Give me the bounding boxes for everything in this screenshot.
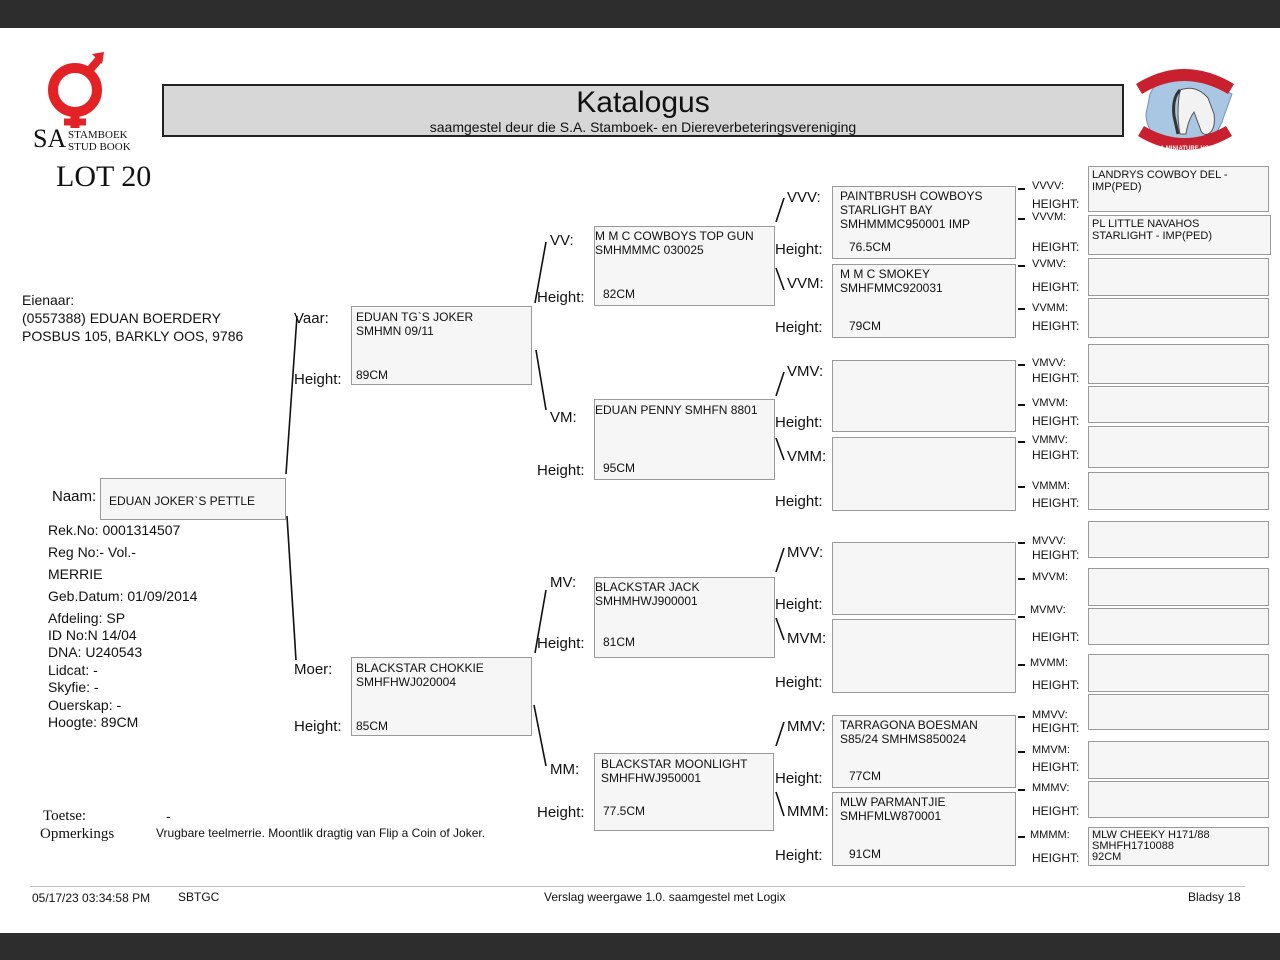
vm-box xyxy=(594,399,775,480)
footer-org: SBTGC xyxy=(178,890,220,904)
mmm-label: MMM: xyxy=(787,803,829,820)
mmm-box xyxy=(832,792,1016,866)
mmv-name: TARRAGONA BOESMAN S85/24 SMHMS850024 xyxy=(840,718,978,746)
vmmm-box xyxy=(1088,472,1269,510)
mmvv-label: MMVV: xyxy=(1032,709,1068,721)
vvv-height-label: Height: xyxy=(775,241,823,258)
mmvv-height-label: HEIGHT: xyxy=(1032,721,1080,735)
vvvm-label: VVVM: xyxy=(1032,211,1067,223)
moer-name: BLACKSTAR CHOKKIE SMHFHWJ020004 xyxy=(356,661,484,689)
mm-height: 77.5CM xyxy=(603,804,646,818)
moer-height-label: Height: xyxy=(294,718,342,735)
vmmv-tick xyxy=(1018,441,1025,443)
mmmv-height-label: HEIGHT: xyxy=(1032,804,1080,818)
footer-page: Bladsy 18 xyxy=(1188,890,1241,904)
mmvv-tick xyxy=(1018,716,1025,718)
mmmm-box xyxy=(1088,827,1269,866)
skyfie: Skyfie: - xyxy=(48,679,99,695)
vmv-height-label: Height: xyxy=(775,414,823,431)
owner-label: Eienaar: xyxy=(22,292,75,308)
moer-box xyxy=(351,657,532,736)
mmm-name: MLW PARMANTJIE SMHFMLW870001 xyxy=(840,795,946,823)
vaar-box xyxy=(351,306,532,385)
vm-label: VM: xyxy=(550,409,577,426)
mmv-height: 77CM xyxy=(849,769,882,783)
mmmm-tick xyxy=(1018,836,1025,838)
bottom-band xyxy=(0,933,1280,960)
afdeling: Afdeling: SP xyxy=(48,610,126,626)
subject-box xyxy=(100,478,286,520)
footer-report: Verslag weergawe 1.0. saamgestel met Logix xyxy=(544,890,786,904)
vvvv-box xyxy=(1088,166,1269,212)
vvvm-tick xyxy=(1018,218,1025,220)
mmv-height-label: Height: xyxy=(775,770,823,787)
moer-label: Moer: xyxy=(294,661,333,678)
mvmv-label: MVMV: xyxy=(1030,604,1066,616)
lot-number: LOT 20 xyxy=(56,160,152,193)
vmv-box xyxy=(832,360,1016,432)
footer-divider xyxy=(30,886,1245,887)
mmmv-tick xyxy=(1018,789,1025,791)
vmm-label: VMM: xyxy=(787,448,827,465)
mm-name: BLACKSTAR MOONLIGHT SMHFHWJ950001 xyxy=(601,757,748,785)
lidcat: Lidcat: - xyxy=(48,662,98,678)
vmvv-height-label: HEIGHT: xyxy=(1032,371,1080,385)
mv-height: 81CM xyxy=(603,635,636,649)
toetse-label: Toetse: xyxy=(43,808,87,824)
vmv-label: VMV: xyxy=(787,363,824,380)
stamboek-logo xyxy=(30,50,135,155)
vvm-label: VVM: xyxy=(787,275,824,292)
mvvv-label: MVVV: xyxy=(1032,535,1066,547)
mmvm-label: MMVM: xyxy=(1032,744,1070,756)
vvmv-box xyxy=(1088,258,1269,296)
rek-no: Rek.No: 0001314507 xyxy=(48,522,181,538)
vm-height-label: Height: xyxy=(537,462,585,479)
mv-label: MV: xyxy=(550,574,577,591)
vmvm-label: VMVM: xyxy=(1032,397,1069,409)
mmmm-label: MMMM: xyxy=(1030,829,1070,841)
birth-date: Geb.Datum: 01/09/2014 xyxy=(48,588,198,604)
vm-height: 95CM xyxy=(603,461,636,475)
vvmm-height-label: HEIGHT: xyxy=(1032,319,1080,333)
vmvv-tick xyxy=(1018,364,1025,366)
mmmv-box xyxy=(1088,781,1269,818)
vmmv-box xyxy=(1088,426,1269,468)
footer-datetime: 05/17/23 03:34:58 PM xyxy=(32,891,151,905)
mm-height-label: Height: xyxy=(537,804,585,821)
mmmv-label: MMMV: xyxy=(1032,782,1070,794)
ouerskap: Ouerskap: - xyxy=(48,697,122,713)
mmm-height-label: Height: xyxy=(775,847,823,864)
sex: MERRIE xyxy=(48,566,103,582)
owner-line2: POSBUS 105, BARKLY OOS, 9786 xyxy=(22,328,244,344)
mmmm-height: 92CM xyxy=(1092,851,1122,863)
vvvv-tick xyxy=(1018,188,1025,190)
vm-name: EDUAN PENNY SMHFN 8801 xyxy=(595,403,758,417)
moer-height: 85CM xyxy=(356,719,389,733)
vvmm-tick xyxy=(1018,308,1025,310)
vmvm-tick xyxy=(1018,404,1025,406)
mvvm-tick xyxy=(1018,578,1025,580)
mm-label: MM: xyxy=(550,761,580,778)
vmmm-label: VMMM: xyxy=(1032,480,1070,492)
vmmm-height-label: HEIGHT: xyxy=(1032,496,1080,510)
opmerkings-value: Vrugbare teelmerrie. Moontlik dragtig van Flip a Coin of Joker. xyxy=(156,826,486,840)
mmvm-box xyxy=(1088,741,1269,779)
mvv-height-label: Height: xyxy=(775,596,823,613)
vvm-name: M M C SMOKEY SMHFMMC920031 xyxy=(840,267,943,295)
vvm-height-label: Height: xyxy=(775,319,823,336)
mmv-box xyxy=(832,715,1016,788)
mmvv-box xyxy=(1088,694,1269,730)
vvvv-height-label: HEIGHT: xyxy=(1032,197,1080,211)
vvvv-name: LANDRYS COWBOY DEL - IMP(PED) xyxy=(1092,169,1228,193)
vaar-height: 89CM xyxy=(356,368,389,382)
mv-name: BLACKSTAR JACK SMHMHWJ900001 xyxy=(595,580,700,608)
logo-line1: STAMBOEK xyxy=(68,129,128,141)
right-logo-top-text: SA MINIATUUR PERD xyxy=(1158,62,1220,68)
vv-name: M M C COWBOYS TOP GUN SMHMMMC 030025 xyxy=(595,229,754,257)
vvv-name: PAINTBRUSH COWBOYS STARLIGHT BAY SMHMMMC950001 IMP xyxy=(840,189,983,231)
vv-box xyxy=(594,226,775,306)
vmmv-label: VMMV: xyxy=(1032,434,1068,446)
vmmm-tick xyxy=(1018,486,1025,488)
catalogue-title: Katalogus xyxy=(576,86,710,119)
mvmm-height-label: HEIGHT: xyxy=(1032,678,1080,692)
opmerkings-label: Opmerkings xyxy=(40,826,115,842)
top-band xyxy=(0,0,1280,28)
vvmv-tick xyxy=(1018,265,1025,267)
vv-height: 82CM xyxy=(603,287,636,301)
vmvm-height-label: HEIGHT: xyxy=(1032,414,1080,428)
mvmm-box xyxy=(1088,654,1269,692)
logo-line2: STUD BOOK xyxy=(68,141,131,153)
mvmm-tick xyxy=(1018,664,1025,666)
dna: DNA: U240543 xyxy=(48,644,143,660)
vaar-name: EDUAN TG`S JOKER SMHMN 09/11 xyxy=(356,310,474,338)
miniature-horse-logo xyxy=(1128,54,1242,164)
vmvv-label: VMVV: xyxy=(1032,357,1066,369)
mvmv-box xyxy=(1088,608,1269,645)
mvvv-tick xyxy=(1018,542,1025,544)
mvvv-box xyxy=(1088,521,1269,558)
naam-label: Naam: xyxy=(52,488,97,505)
mvmm-label: MVMM: xyxy=(1030,657,1068,669)
mmmm-height-label: HEIGHT: xyxy=(1032,851,1080,865)
vmmv-height-label: HEIGHT: xyxy=(1032,448,1080,462)
vv-height-label: Height: xyxy=(537,289,585,306)
mvmv-tick xyxy=(1018,616,1025,618)
vvmm-label: VVMM: xyxy=(1032,302,1069,314)
vmm-height-label: Height: xyxy=(775,493,823,510)
mmvm-height-label: HEIGHT: xyxy=(1032,760,1080,774)
right-logo-bottom-text: SA MINIATURE HORSE xyxy=(1156,146,1222,152)
toetse-value: - xyxy=(166,808,171,824)
mvm-box xyxy=(832,619,1016,693)
mvvm-box xyxy=(1088,568,1269,606)
vvvm-box xyxy=(1088,215,1271,255)
mmm-height: 91CM xyxy=(849,847,882,861)
subject-name: EDUAN JOKER`S PETTLE xyxy=(109,494,256,508)
mvvm-label: MVVM: xyxy=(1032,571,1069,583)
gender-symbol-icon xyxy=(30,50,135,130)
mv-height-label: Height: xyxy=(537,635,585,652)
vaar-label: Vaar: xyxy=(294,310,329,327)
hoogte: Hoogte: 89CM xyxy=(48,714,139,730)
mmvm-tick xyxy=(1018,751,1025,753)
vvvm-name: PL LITTLE NAVAHOS STARLIGHT - IMP(PED) xyxy=(1092,218,1212,242)
vvm-box xyxy=(832,264,1016,338)
vvv-label: VVV: xyxy=(787,189,821,206)
vvv-box xyxy=(832,186,1016,259)
mvm-height-label: Height: xyxy=(775,674,823,691)
vv-label: VV: xyxy=(550,232,574,249)
vvmv-height-label: HEIGHT: xyxy=(1032,280,1080,294)
logo-sa-text: SA xyxy=(33,124,67,153)
mmv-label: MMV: xyxy=(787,718,826,735)
vmm-box xyxy=(832,437,1016,511)
catalogue-title-box xyxy=(162,84,1124,137)
vvmv-label: VVMV: xyxy=(1032,258,1066,270)
mvv-box xyxy=(832,542,1016,615)
mvm-label: MVM: xyxy=(787,630,827,647)
vmvm-box xyxy=(1088,386,1269,423)
vvv-height: 76.5CM xyxy=(849,240,892,254)
mvmv-height-label: HEIGHT: xyxy=(1032,630,1080,644)
owner-line1: (0557388) EDUAN BOERDERY xyxy=(22,310,221,326)
reg-no: Reg No:- Vol.- xyxy=(48,544,136,560)
vmvv-box xyxy=(1088,344,1269,384)
mm-box xyxy=(594,753,774,831)
vvvv-label: VVVV: xyxy=(1032,180,1064,192)
mmmm-name: MLW CHEEKY H171/88 SMHFH1710088 xyxy=(1092,829,1210,852)
vvm-height: 79CM xyxy=(849,319,882,333)
vaar-height-label: Height: xyxy=(294,371,342,388)
vvvm-height-label: HEIGHT: xyxy=(1032,240,1080,254)
catalogue-subtitle: saamgestel deur die S.A. Stamboek- en Diereverbeteringsvereniging xyxy=(429,119,857,135)
vvmm-box xyxy=(1088,298,1269,338)
mv-box xyxy=(594,577,775,658)
id-no: ID No:N 14/04 xyxy=(48,627,137,643)
mvv-label: MVV: xyxy=(787,544,824,561)
mvvv-height-label: HEIGHT: xyxy=(1032,548,1080,562)
